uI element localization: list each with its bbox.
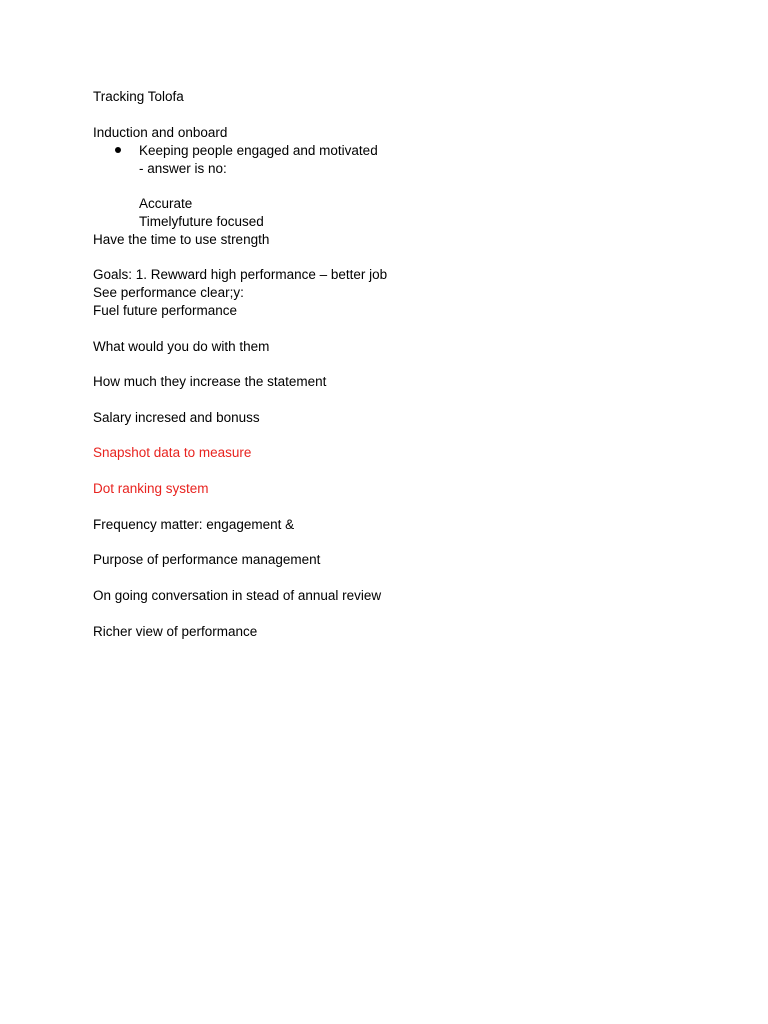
sub-item-answer: - answer is no: [139, 161, 227, 176]
line-ongoing: On going conversation in stead of annual review [93, 588, 382, 603]
document-title: Tracking Tolofa [93, 89, 184, 104]
line-fuel-future: Fuel future performance [93, 303, 238, 318]
line-frequency: Frequency matter: engagement & [93, 517, 295, 532]
bullet-dot-icon [115, 147, 121, 153]
sub-item-accurate: Accurate [139, 196, 193, 211]
line-see-performance: See performance clear;y: [93, 285, 244, 300]
bullet-item-engaged: Keeping people engaged and motivated [139, 143, 378, 158]
sub-item-timely: Timelyfuture focused [139, 214, 264, 229]
line-purpose: Purpose of performance management [93, 552, 321, 567]
line-salary: Salary incresed and bonuss [93, 410, 260, 425]
line-snapshot-highlight: Snapshot data to measure [93, 445, 252, 460]
section-heading-induction: Induction and onboard [93, 125, 228, 140]
line-what-would: What would you do with them [93, 339, 270, 354]
line-richer: Richer view of performance [93, 624, 258, 639]
line-dot-ranking-highlight: Dot ranking system [93, 481, 209, 496]
line-how-much: How much they increase the statement [93, 374, 327, 389]
line-goals: Goals: 1. Rewward high performance – better job [93, 267, 388, 282]
line-time-strength: Have the time to use strength [93, 232, 270, 247]
